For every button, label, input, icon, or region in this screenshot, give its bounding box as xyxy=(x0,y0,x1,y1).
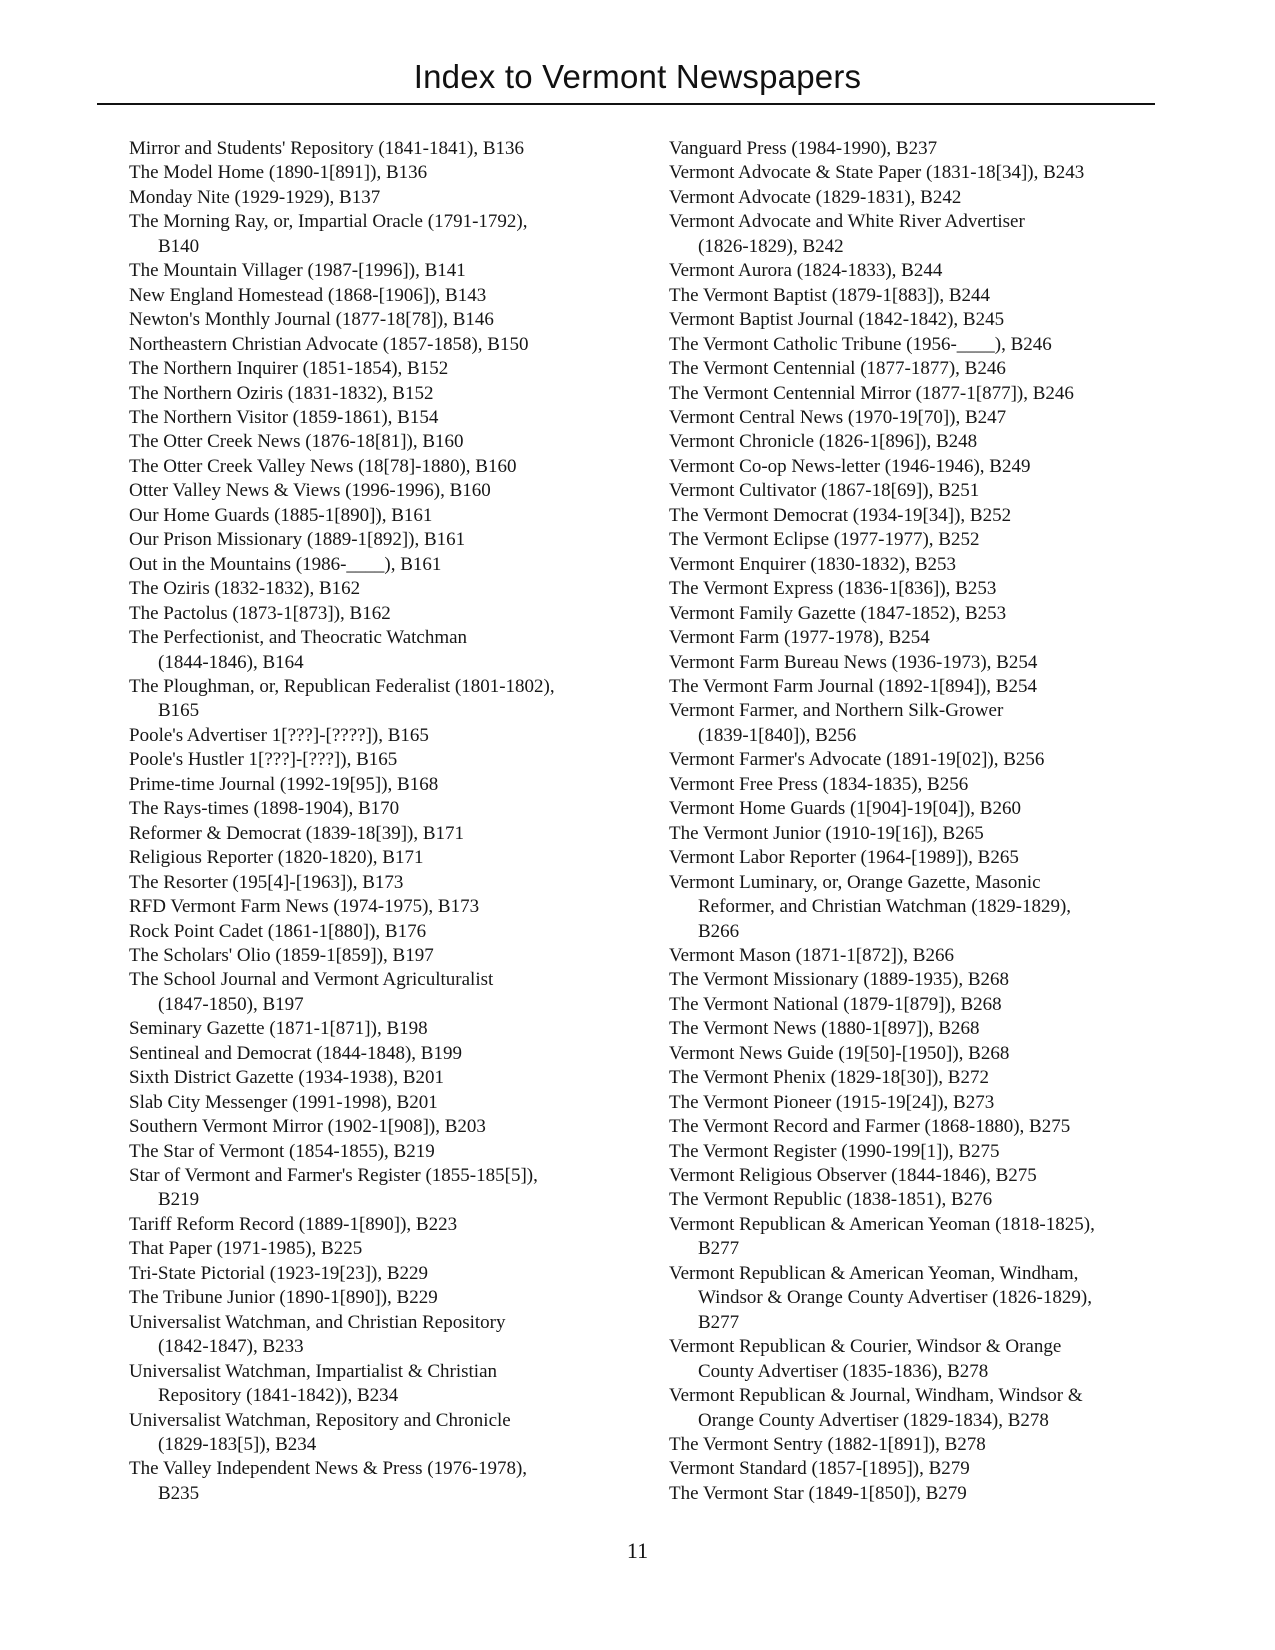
index-entry xyxy=(669,382,1169,406)
index-entry xyxy=(669,406,1169,430)
index-entry-line: The Otter Creek Valley News (18[78]-1880), B160 xyxy=(129,455,517,477)
index-entry-line: The Vermont Phenix (1829-18[30]), B272 xyxy=(669,1067,989,1089)
index-entry xyxy=(669,577,1169,601)
index-entry xyxy=(129,1237,629,1261)
index-entry-line: Vermont Enquirer (1830-1832), B253 xyxy=(669,553,957,575)
index-entry-line: Northeastern Christian Advocate (1857-1858), B150 xyxy=(129,333,529,355)
index-entry-line: Vermont News Guide (19[50]-[1950]), B268 xyxy=(669,1042,1010,1064)
index-entry-line: Vermont Home Guards (1[904]-19[04]), B260 xyxy=(669,798,1021,820)
index-entry xyxy=(129,602,629,626)
index-entry-line: The Ploughman, or, Republican Federalist (1801-1802), xyxy=(129,675,555,697)
index-entry xyxy=(129,748,629,772)
index-entry xyxy=(129,895,629,919)
index-entry xyxy=(669,797,1169,821)
index-entry xyxy=(129,210,629,259)
index-entry xyxy=(669,626,1169,650)
index-entry xyxy=(669,699,1169,748)
index-entry xyxy=(129,430,629,454)
index-entry xyxy=(669,822,1169,846)
index-entry-line: Sixth District Gazette (1934-1938), B201 xyxy=(129,1067,445,1089)
index-entry xyxy=(129,968,629,1017)
index-entry xyxy=(669,1091,1169,1115)
index-entry xyxy=(669,748,1169,772)
index-entry-line: Universalist Watchman, Repository and Chronicle xyxy=(129,1409,511,1431)
index-entry xyxy=(669,1140,1169,1164)
index-entry xyxy=(129,797,629,821)
index-entry-line: Mirror and Students' Repository (1841-1841), B136 xyxy=(129,138,525,159)
index-entry xyxy=(129,1164,629,1213)
index-entry xyxy=(669,602,1169,626)
index-entry-line: The Pactolus (1873-1[873]), B162 xyxy=(129,602,391,624)
index-entry xyxy=(129,577,629,601)
index-entry-line: Poole's Hustler 1[???]-[???]), B165 xyxy=(129,749,398,771)
index-entry-line: The Tribune Junior (1890-1[890]), B229 xyxy=(129,1287,438,1309)
index-entry xyxy=(669,1017,1169,1041)
index-entry-line: Vermont Advocate & State Paper (1831-18[34]), B243 xyxy=(669,162,1085,184)
index-entry xyxy=(669,1213,1169,1262)
index-entry-line: Out in the Mountains (1986-____), B161 xyxy=(129,553,442,575)
index-entry-line: Vermont Free Press (1834-1835), B256 xyxy=(669,773,969,795)
index-entry xyxy=(669,968,1169,992)
index-entry-line: The Vermont Missionary (1889-1935), B268 xyxy=(669,969,1010,991)
index-entry xyxy=(129,479,629,503)
page-number: 11 xyxy=(626,1538,649,1563)
index-entry xyxy=(669,259,1169,283)
index-entry xyxy=(129,553,629,577)
index-entry-line: The Otter Creek News (1876-18[81]), B160 xyxy=(129,431,464,453)
index-entry-line: Orange County Advertiser (1829-1834), B278 xyxy=(698,1409,1049,1431)
index-entry xyxy=(129,284,629,308)
page-title: Index to Vermont Newspapers xyxy=(413,58,862,95)
index-entry xyxy=(669,993,1169,1017)
index-entry-line: The Northern Inquirer (1851-1854), B152 xyxy=(129,358,449,380)
index-entry xyxy=(669,455,1169,479)
index-entry xyxy=(129,846,629,870)
index-entry-line: Vermont Republican & American Yeoman (1818-1825), xyxy=(669,1213,1095,1235)
index-entry xyxy=(669,1433,1169,1457)
index-entry xyxy=(669,1482,1169,1506)
index-entry-line: RFD Vermont Farm News (1974-1975), B173 xyxy=(129,896,480,918)
index-entry xyxy=(669,137,1169,161)
index-entry-line: The Vermont Pioneer (1915-19[24]), B273 xyxy=(669,1091,995,1113)
index-entry-line: Vermont Standard (1857-[1895]), B279 xyxy=(669,1458,970,1480)
index-entry-line: Universalist Watchman, and Christian Repository xyxy=(129,1311,506,1333)
index-entry xyxy=(129,626,629,675)
index-entry xyxy=(669,1457,1169,1481)
index-entry xyxy=(669,1262,1169,1335)
index-entry xyxy=(669,1384,1169,1433)
index-entry xyxy=(669,308,1169,332)
index-entry xyxy=(129,333,629,357)
index-entry xyxy=(129,675,629,724)
index-entry xyxy=(669,944,1169,968)
index-entry-line: Reformer & Democrat (1839-18[39]), B171 xyxy=(129,822,465,844)
index-entry-line: Repository (1841-1842)), B234 xyxy=(158,1385,399,1407)
index-entry-line: Vermont Chronicle (1826-1[896]), B248 xyxy=(669,431,978,453)
index-entry-line: Vermont Farmer's Advocate (1891-19[02]), B256 xyxy=(669,749,1045,771)
index-entry xyxy=(129,1286,629,1310)
index-entry-line: Vanguard Press (1984-1990), B237 xyxy=(669,138,938,159)
index-entry-line: The Vermont Catholic Tribune (1956-____), B246 xyxy=(669,333,1052,355)
index-entry xyxy=(129,724,629,748)
index-entry xyxy=(129,944,629,968)
index-entry xyxy=(129,186,629,210)
index-entry xyxy=(669,846,1169,870)
index-entry xyxy=(669,479,1169,503)
index-entry xyxy=(669,773,1169,797)
index-entry-line: Vermont Cultivator (1867-18[69]), B251 xyxy=(669,480,980,502)
index-entry xyxy=(129,455,629,479)
index-entry-line: Slab City Messenger (1991-1998), B201 xyxy=(129,1091,438,1113)
index-entry-line: Universalist Watchman, Impartialist & Christian xyxy=(129,1360,498,1382)
index-entry xyxy=(129,822,629,846)
index-entry xyxy=(669,675,1169,699)
index-entry-line: Windsor & Orange County Advertiser (1826-1829), xyxy=(698,1287,1092,1309)
index-entry-line: The Valley Independent News & Press (1976-1978), xyxy=(129,1458,528,1480)
index-entry-line: Vermont Aurora (1824-1833), B244 xyxy=(669,260,943,282)
index-entry xyxy=(669,528,1169,552)
index-entry-line: The Mountain Villager (1987-[1996]), B141 xyxy=(129,260,466,282)
index-entry-line: The Perfectionist, and Theocratic Watchman xyxy=(129,627,468,649)
index-entry-line: New England Homestead (1868-[1906]), B143 xyxy=(129,284,487,306)
index-entry-line: Vermont Farm Bureau News (1936-1973), B254 xyxy=(669,651,1038,673)
index-entry-line: Sentineal and Democrat (1844-1848), B199 xyxy=(129,1042,462,1064)
index-entry xyxy=(129,1017,629,1041)
index-entry xyxy=(669,1066,1169,1090)
index-entry-line: The Vermont Star (1849-1[850]), B279 xyxy=(669,1482,967,1504)
index-entry-line: The Vermont Baptist (1879-1[883]), B244 xyxy=(669,284,991,306)
index-entry-line: The Vermont Junior (1910-19[16]), B265 xyxy=(669,822,984,844)
index-entry xyxy=(129,1409,629,1458)
index-entry-line: The Vermont Express (1836-1[836]), B253 xyxy=(669,578,997,600)
index-entry xyxy=(669,871,1169,944)
index-entry-line: The Vermont Democrat (1934-19[34]), B252 xyxy=(669,504,1012,526)
index-entry xyxy=(669,284,1169,308)
index-entry-line: The Vermont Farm Journal (1892-1[894]), B254 xyxy=(669,675,1037,697)
index-entry-line: Poole's Advertiser 1[???]-[????]), B165 xyxy=(129,724,429,746)
index-entry xyxy=(129,920,629,944)
index-entry-line: Monday Nite (1929-1929), B137 xyxy=(129,186,381,208)
index-entry-line: The Vermont Record and Farmer (1868-1880), B275 xyxy=(669,1116,1071,1138)
index-entry-line: B277 xyxy=(698,1311,740,1333)
index-entry-line: (1839-1[840]), B256 xyxy=(698,724,857,746)
index-entry-line: The Vermont Eclipse (1977-1977), B252 xyxy=(669,529,980,551)
index-entry-line: The Morning Ray, or, Impartial Oracle (1791-1792), xyxy=(129,211,528,233)
index-entry-line: Vermont Co-op News-letter (1946-1946), B249 xyxy=(669,455,1031,477)
index-entry-line: Rock Point Cadet (1861-1[880]), B176 xyxy=(129,920,427,942)
index-entry-line: Tri-State Pictorial (1923-19[23]), B229 xyxy=(129,1262,429,1284)
index-entry-line: Otter Valley News & Views (1996-1996), B160 xyxy=(129,480,491,502)
index-entry-line: B219 xyxy=(158,1189,200,1211)
index-entry-line: Vermont Farmer, and Northern Silk-Grower xyxy=(669,700,1004,722)
index-entry-line: B277 xyxy=(698,1238,740,1260)
index-entry xyxy=(669,333,1169,357)
index-entry-line: The Star of Vermont (1854-1855), B219 xyxy=(129,1140,435,1162)
index-entry xyxy=(669,210,1169,259)
index-entry-line: B235 xyxy=(158,1482,200,1504)
index-entry xyxy=(129,528,629,552)
index-entry-line: (1847-1850), B197 xyxy=(158,993,304,1015)
index-entry-line: The Vermont Republic (1838-1851), B276 xyxy=(669,1189,993,1211)
index-entry-line: Vermont Mason (1871-1[872]), B266 xyxy=(669,944,954,966)
index-entry xyxy=(669,1188,1169,1212)
index-entry xyxy=(669,1335,1169,1384)
index-entry-line: Our Home Guards (1885-1[890]), B161 xyxy=(129,504,433,526)
index-entry-line: Vermont Advocate and White River Advertiser xyxy=(669,211,1025,233)
index-entry xyxy=(129,1042,629,1066)
index-entry-line: Vermont Family Gazette (1847-1852), B253 xyxy=(669,602,1007,624)
title-underline xyxy=(97,103,1155,105)
index-entry-line: The Vermont Register (1990-199[1]), B275 xyxy=(669,1140,1000,1162)
index-entry-line: Vermont Republican & Journal, Windham, Windsor & xyxy=(669,1385,1083,1407)
index-entry-line: The Resorter (195[4]-[1963]), B173 xyxy=(129,871,404,893)
index-entry xyxy=(669,1042,1169,1066)
index-entry-line: The Northern Oziris (1831-1832), B152 xyxy=(129,382,434,404)
index-entry xyxy=(669,1164,1169,1188)
index-entry-line: The Rays-times (1898-1904), B170 xyxy=(129,798,400,820)
index-entry xyxy=(129,1140,629,1164)
index-entry-line: Vermont Farm (1977-1978), B254 xyxy=(669,627,930,649)
index-entry xyxy=(129,1091,629,1115)
index-entry-line: The Northern Visitor (1859-1861), B154 xyxy=(129,406,439,428)
index-entry-line: Tariff Reform Record (1889-1[890]), B223 xyxy=(129,1213,458,1235)
index-entry-line: Seminary Gazette (1871-1[871]), B198 xyxy=(129,1018,428,1040)
index-entry-line: Vermont Advocate (1829-1831), B242 xyxy=(669,186,962,208)
index-entry xyxy=(669,1115,1169,1139)
index-entry xyxy=(129,773,629,797)
index-entry-line: Star of Vermont and Farmer's Register (1855-185[5]), xyxy=(129,1165,538,1187)
index-entry xyxy=(669,161,1169,185)
index-entry xyxy=(129,504,629,528)
index-entry-line: That Paper (1971-1985), B225 xyxy=(129,1238,363,1260)
index-entry-line: The Vermont National (1879-1[879]), B268 xyxy=(669,993,1002,1015)
index-entry-line: (1844-1846), B164 xyxy=(158,651,304,673)
index-entry-line: The Vermont Sentry (1882-1[891]), B278 xyxy=(669,1434,986,1456)
index-entry-line: The Vermont Centennial (1877-1877), B246 xyxy=(669,358,1006,380)
index-entry-line: (1842-1847), B233 xyxy=(158,1336,304,1358)
index-entry xyxy=(129,1360,629,1409)
index-entry xyxy=(669,651,1169,675)
index-entry-line: B266 xyxy=(698,920,740,942)
index-entry-line: Prime-time Journal (1992-19[95]), B168 xyxy=(129,773,439,795)
index-entry xyxy=(669,357,1169,381)
index-entry xyxy=(669,553,1169,577)
index-entry-line: Reformer, and Christian Watchman (1829-1829), xyxy=(698,896,1072,918)
index-entry xyxy=(669,430,1169,454)
index-entry xyxy=(669,186,1169,210)
index-entry-line: (1826-1829), B242 xyxy=(698,235,844,257)
index-entry-line: The School Journal and Vermont Agriculturalist xyxy=(129,969,494,991)
index-entry-line: The Vermont News (1880-1[897]), B268 xyxy=(669,1018,980,1040)
index-entry-line: B140 xyxy=(158,235,200,257)
index-entry-line: Vermont Baptist Journal (1842-1842), B245 xyxy=(669,309,1005,331)
index-entry xyxy=(129,382,629,406)
index-entry xyxy=(129,1115,629,1139)
index-entry-line: Newton's Monthly Journal (1877-18[78]), B146 xyxy=(129,309,494,331)
index-entry-line: Our Prison Missionary (1889-1[892]), B161 xyxy=(129,529,466,551)
index-entry-line: The Scholars' Olio (1859-1[859]), B197 xyxy=(129,944,434,966)
index-entry xyxy=(129,406,629,430)
index-entry-line: Vermont Central News (1970-19[70]), B247 xyxy=(669,406,1007,428)
index-entry xyxy=(129,259,629,283)
index-entry-line: Southern Vermont Mirror (1902-1[908]), B203 xyxy=(129,1116,486,1138)
index-entry-line: Vermont Religious Observer (1844-1846), B275 xyxy=(669,1165,1037,1187)
index-entry-line: County Advertiser (1835-1836), B278 xyxy=(698,1360,989,1382)
index-entry xyxy=(129,1213,629,1237)
index-entry-line: (1829-183[5]), B234 xyxy=(158,1434,317,1456)
index-entry-line: B165 xyxy=(158,700,200,722)
index-entry-line: Vermont Luminary, or, Orange Gazette, Masonic xyxy=(669,871,1041,893)
index-entry xyxy=(129,161,629,185)
index-entry-line: The Vermont Centennial Mirror (1877-1[877]), B246 xyxy=(669,382,1074,404)
index-column-left xyxy=(129,137,629,1506)
index-entry-line: The Model Home (1890-1[891]), B136 xyxy=(129,162,428,184)
index-entry-line: Vermont Republican & Courier, Windsor & Orange xyxy=(669,1336,1062,1358)
index-entry-line: Religious Reporter (1820-1820), B171 xyxy=(129,847,424,869)
index-entry xyxy=(129,1457,629,1506)
index-column-right xyxy=(669,137,1169,1506)
index-entry xyxy=(129,1311,629,1360)
index-entry xyxy=(129,308,629,332)
index-entry xyxy=(669,504,1169,528)
index-entry xyxy=(129,1262,629,1286)
index-entry-line: Vermont Labor Reporter (1964-[1989]), B265 xyxy=(669,847,1019,869)
index-entry xyxy=(129,357,629,381)
index-entry xyxy=(129,871,629,895)
index-entry xyxy=(129,1066,629,1090)
index-entry xyxy=(129,137,629,161)
index-entry-line: Vermont Republican & American Yeoman, Windham, xyxy=(669,1262,1079,1284)
index-entry-line: The Oziris (1832-1832), B162 xyxy=(129,578,361,600)
